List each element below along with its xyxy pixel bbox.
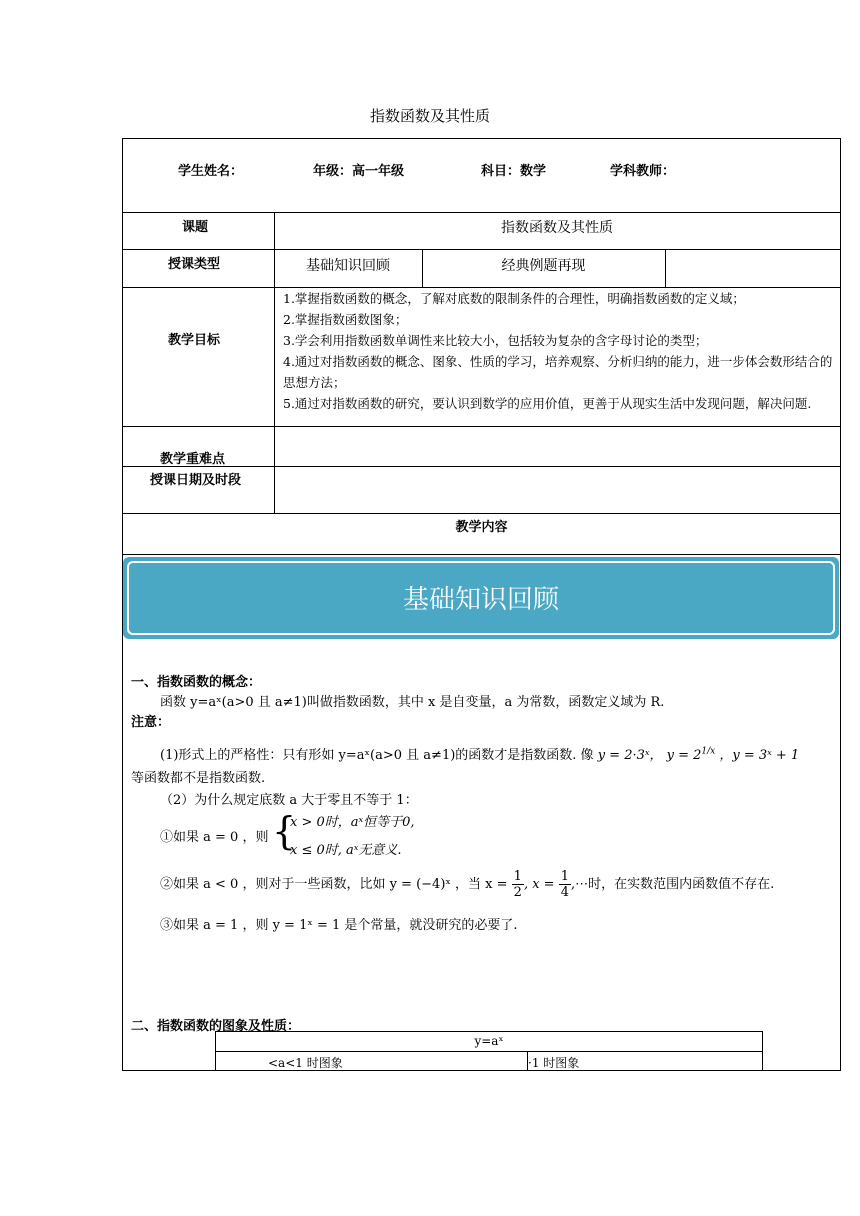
topic-value: 指数函数及其性质 [501,220,613,236]
case-2-tail: ,⋯时，在实数范围内函数值不存在. [570,877,775,892]
row-divider [122,249,841,250]
example-3: ，y = 3ˣ + 1 [719,748,800,763]
case-2-lead: ②如果 a < 0 ，则对于一些函数，比如 y = (−4)ˣ ，当 x = [160,877,508,892]
case-2-mid: , x = [523,877,555,892]
case-1-top: x > 0时，aˣ恒等于0, [290,815,415,830]
banner-title: 基础知识回顾 [402,585,559,615]
lesson-type-examples: 经典例题再现 [501,258,586,274]
case-3-text: ③如果 a = 1 ，则 y = 1ˣ = 1 是个常量，就没研究的必要了. [160,918,518,933]
case-1-bottom: x ≤ 0时, aˣ无意义. [290,843,402,858]
key-points-label: 教学重难点 [160,452,226,467]
inner-table-col-1: <a<1 时图象 [268,1056,343,1070]
fraction-quarter: $\frac{1}{4}$ [560,869,569,900]
inner-table-col-2: ·1 时图象 [528,1056,580,1070]
lesson-type-basic: 基础知识回顾 [306,258,390,274]
teaching-goals-label: 教学目标 [168,333,221,348]
definition-text: 函数 y=aˣ(a>0 且 a≠1)叫做指数函数，其中 x 是自变量，a 为常数，函数定义域为 R. [160,695,665,710]
note-label: 注意： [131,715,171,730]
inner-table-title: y=aˣ [474,1034,504,1048]
goal-item: 4.通过对指数函数的概念、图象、性质的学习，培养观察、分析归纳的能力，进一步体会数形结合的思想方法； [283,354,833,390]
example-2-exponent: 1/x [701,746,716,757]
row-divider [122,513,841,514]
document-title: 指数函数及其性质 [369,107,490,125]
student-name-label: 学生姓名： [178,164,244,179]
teaching-goals-list [283,288,835,414]
point-1-text [160,744,799,763]
case-2-text [160,869,774,900]
goal-item: 2.掌握指数函数图象； [283,312,408,327]
goal-item: 3.学会利用指数函数单调性来比较大小，包括较为复杂的含字母讨论的类型； [283,333,708,348]
example-1: y = 2·3ˣ， [597,748,663,763]
point-1-tail: 等函数都不是指数函数. [131,771,266,786]
teacher-label: 学科教师： [610,164,676,179]
example-2: y = 2 [666,748,702,763]
teaching-content-label: 教学内容 [455,520,508,535]
section-banner [123,557,839,639]
column-divider [665,249,666,287]
goal-item: 1.掌握指数函数的概念，了解对底数的限制条件的合理性，明确指数函数的定义域； [283,291,745,306]
goal-item: 5.通过对指数函数的研究，要认识到数学的应用价值，更善于从现实生活中发现问题，解决问题. [283,396,812,411]
section-2-heading: 二、指数函数的图象及性质： [131,1019,301,1034]
grade-label: 年级：高一年级 [313,164,405,179]
row-divider [122,466,841,467]
lesson-type-label: 授课类型 [168,257,221,272]
topic-label: 课题 [182,220,209,235]
inner-row-divider [215,1051,763,1052]
piecewise-brace: { [272,809,297,853]
point-1-lead: (1)形式上的严格性：只有形如 y=aˣ(a>0 且 a≠1)的函数才是指数函数. 像 [160,748,594,763]
case-1-lead: ①如果 a = 0 ，则 [160,830,269,845]
fraction-half: $\frac{1}{2}$ [513,869,522,900]
section-1-heading: 一、指数函数的概念： [131,675,262,690]
subject-label: 科目：数学 [481,164,547,179]
point-2-text: （2）为什么规定底数 a 大于零且不等于 1： [160,793,418,808]
date-label: 授课日期及时段 [150,473,242,488]
row-divider [122,426,841,427]
row-divider [122,212,841,213]
row-divider [122,554,841,555]
